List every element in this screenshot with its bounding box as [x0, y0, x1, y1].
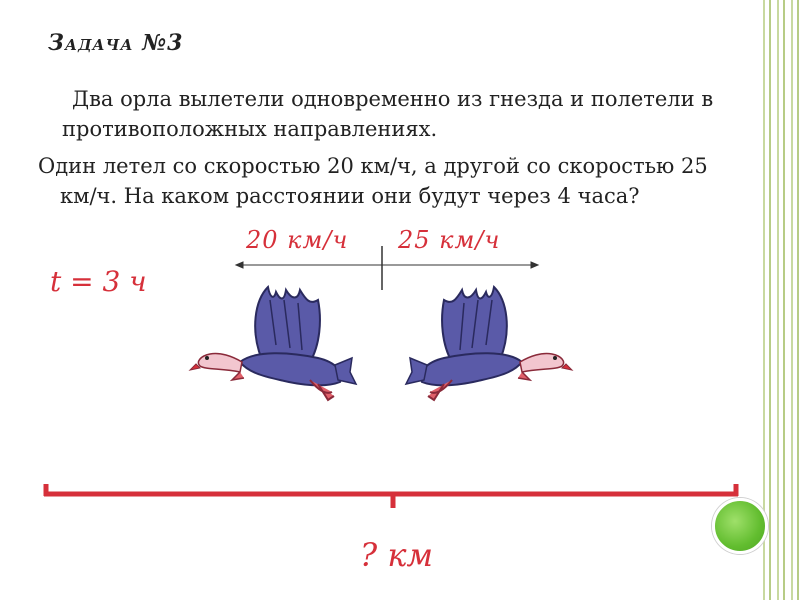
problem-line-1: Два орла вылетели одновременно из гнезда и полетели в	[72, 87, 714, 111]
speed-left-label: 20 км/ч	[246, 226, 349, 254]
time-label: t = 3 ч	[50, 265, 147, 298]
distance-bracket	[44, 484, 738, 508]
direction-arrows	[236, 246, 538, 290]
problem-line-2b: км/ч. На каком расстоянии они будут через 4 часа?	[60, 184, 640, 208]
problem-line-1b: противоположных направлениях.	[62, 117, 438, 141]
green-circle-icon	[712, 498, 768, 554]
eagle-left-icon	[190, 287, 356, 400]
question-label: ? км	[360, 536, 433, 574]
eagle-right-icon	[406, 287, 572, 400]
speed-right-label: 25 км/ч	[398, 226, 501, 254]
task-title: Задача №3	[48, 30, 184, 56]
problem-line-2: Один летел со скоростью 20 км/ч, а другой со скоростью 25	[38, 154, 708, 178]
